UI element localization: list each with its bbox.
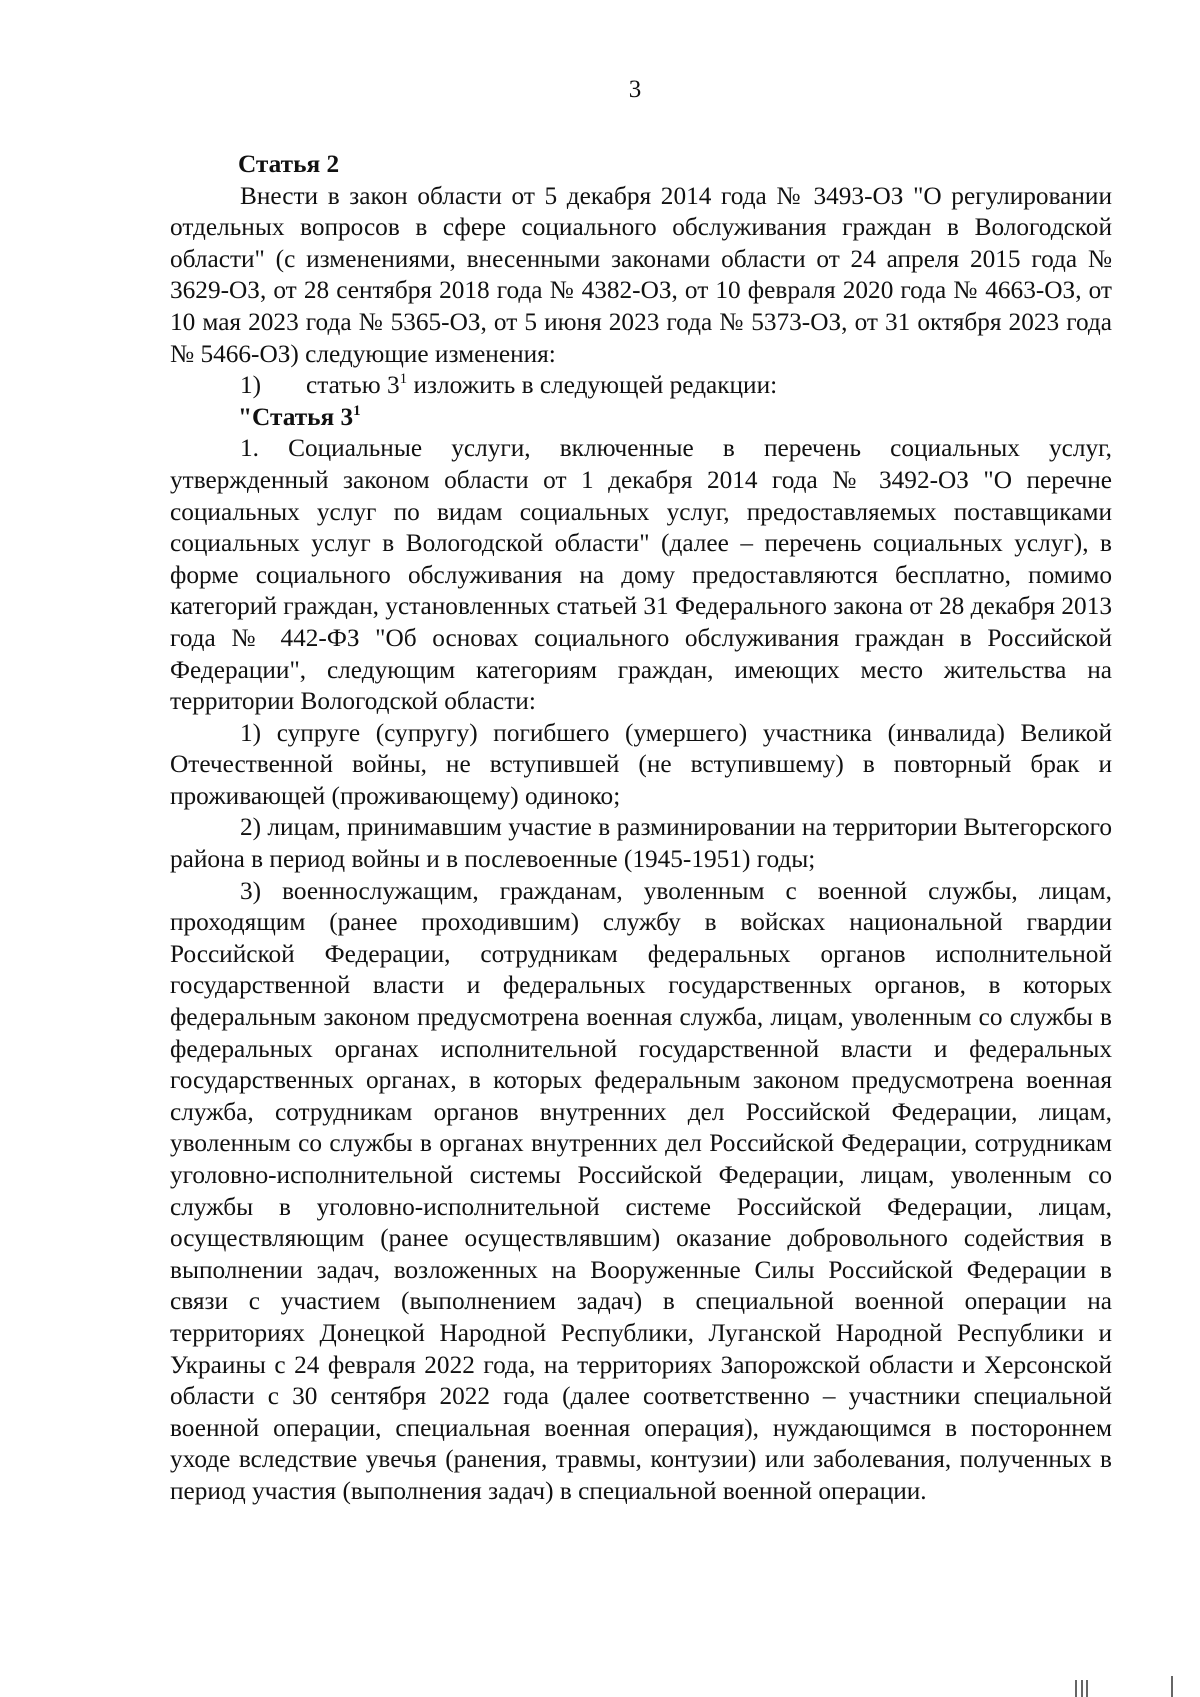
article-3-1-heading [170,402,1112,434]
list-item-3: 3) военнослужащим, гражданам, уволенным с военной службы, лицам, проходящим (ранее проходившим) службу в войсках национальной гвардии Российской Федерации, сотрудникам федеральных органов исполнительной государственной власти и федеральных государственных органов, в которых федеральным законом предусмотрена военная служба, лицам, уволенным со службы в федеральных органах исполнительной государственной власти и федеральных государственных органах, в которых федеральным законом предусмотрена военная служба, сотрудникам органов внутренних дел Российской Федерации, лицам, уволенным со службы в органах внутренних дел Российской Федерации, сотрудникам уголовно-исполнительной системы Российской Федерации, лицам, уволенным со службы в уголовно-исполнительной системе Российской Федерации, лицам, осуществляющим (ранее осуществлявшим) оказание добровольного содействия в выполнении задач, возложенных на Вооруженные Силы Российской Федерации в связи с участием (выполнением задач) в специальной военной операции на территориях Донецкой Народной Республики, Луганской Народной Республики и Украины с 24 февраля 2022 года, на территориях Запорожской области и Херсонской области с 30 сентября 2022 года (далее соответственно – участники специальной военной операции, специальная военная операция), нуждающимся в постороннем уходе вследствие увечья (ранения, травмы, контузии) или заболевания, полученных в период участия (выполнения задач) в специальной военной операции. [170,876,1112,1505]
document-body [170,149,1112,1508]
page-number: 3 [628,76,642,103]
amendment-item-text: статью 3 [306,371,400,400]
article-2-intro: Внести в закон области от 5 декабря 2014 года № 3493-ОЗ "О регулировании отдельных вопросов в сфере социального обслуживания граждан в Вологодской области" (с изменениями, внесенными законами области от 24 апреля 2015 года № 3629-ОЗ, от 28 сентября 2018 года № 4382-ОЗ, от 10 февраля 2020 года № 4663-ОЗ, от 10 мая 2023 года № 5365-ОЗ, от 5 июня 2023 года № 5373-ОЗ, от 31 октября 2023 года № 5466-ОЗ) следующие изменения: [170,181,1112,368]
list-item-2: 2) лицам, принимавшим участие в разминировании на территории Вытегорского района в период войны и в послевоенные (1945-1951) годы; [170,813,1112,874]
amendment-item-text-after: изложить в следующей редакции: [407,371,778,400]
amendment-item-1 [170,370,1112,402]
amendment-item-superscript: 1 [399,371,408,388]
amendment-item-number: 1) [240,371,262,400]
list-item-1: 1) супруге (супругу) погибшего (умершего) участника (инвалида) Великой Отечественной войны, не вступившей (не вступившему) в повторный брак и проживающей (проживающему) одиноко; [170,718,1112,810]
article-2-heading: Статья 2 [238,150,340,178]
article-3-1-heading-text: "Статья 3 [238,402,354,431]
paragraph-1: 1. Социальные услуги, включенные в перечень социальных услуг, утвержденный законом области от 1 декабря 2014 года № 3492-ОЗ "О перечне социальных услуг по видам социальных услуг, предоставляемых поставщиками социальных услуг в Вологодской области" (далее – перечень социальных услуг), в форме социального обслуживания на дому предоставляются бесплатно, помимо категорий граждан, установленных статьей 31 Федерального закона от 28 декабря 2013 года № 442-ФЗ "Об основах социального обслуживания граждан в Российской Федерации", следующим категориям граждан, имеющих место жительства на территории Вологодской области: [170,434,1112,716]
article-3-1-heading-superscript: 1 [353,402,361,419]
scan-artifact-marks [1072,1676,1182,1697]
